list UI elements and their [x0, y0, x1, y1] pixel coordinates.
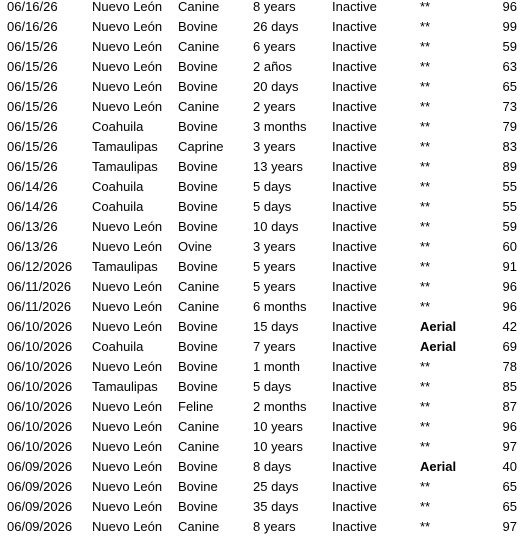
cell-status: Inactive: [332, 239, 377, 254]
table-row: [0, 17, 520, 37]
cell-species: Canine: [178, 99, 220, 114]
cell-species: Bovine: [178, 219, 218, 234]
table-row: [0, 437, 520, 457]
cell-score: 42: [502, 319, 517, 334]
cell-method: **: [420, 279, 431, 294]
cell-method: **: [420, 79, 431, 94]
cell-status: Inactive: [332, 479, 377, 494]
cell-age: 8 years: [253, 519, 296, 534]
cell-date: 06/11/2026: [7, 299, 72, 314]
cell-state: Nuevo León: [92, 519, 163, 534]
cell-state: Nuevo León: [92, 99, 163, 114]
cell-date: 06/10/2026: [7, 379, 73, 394]
cell-species: Feline: [178, 399, 214, 414]
cell-score: 96: [502, 299, 517, 314]
cell-date: 06/10/2026: [7, 439, 73, 454]
cell-state: Tamaulipas: [92, 159, 158, 174]
cell-status: Inactive: [332, 499, 377, 514]
cell-species: Bovine: [178, 319, 218, 334]
cell-score: 85: [502, 379, 517, 394]
cell-score: 69: [502, 339, 517, 354]
cell-status: Inactive: [332, 439, 377, 454]
table-row: [0, 217, 520, 237]
cell-age: 3 months: [253, 119, 307, 134]
cell-status: Inactive: [332, 219, 377, 234]
table-row: [0, 97, 520, 117]
cell-state: Coahuila: [92, 179, 144, 194]
cell-state: Nuevo León: [92, 299, 163, 314]
cell-score: 55: [502, 179, 517, 194]
cell-species: Canine: [178, 519, 220, 534]
cell-species: Bovine: [178, 119, 218, 134]
cell-species: Canine: [178, 0, 220, 14]
cell-status: Inactive: [332, 299, 377, 314]
cell-state: Nuevo León: [92, 499, 163, 514]
cell-age: 5 days: [253, 179, 292, 194]
cell-method: Aerial: [420, 459, 457, 474]
table-row: [0, 137, 520, 157]
cell-age: 2 años: [253, 59, 293, 74]
cell-age: 6 months: [253, 299, 307, 314]
cell-status: Inactive: [332, 279, 377, 294]
cell-method: **: [420, 99, 431, 114]
cell-score: 89: [502, 159, 517, 174]
cell-method: **: [420, 0, 431, 14]
cell-date: 06/15/26: [7, 159, 58, 174]
cell-state: Coahuila: [92, 119, 144, 134]
table-row: [0, 77, 520, 97]
cell-method: **: [420, 199, 431, 214]
cell-date: 06/15/26: [7, 79, 58, 94]
cell-species: Caprine: [178, 139, 224, 154]
cell-date: 06/15/26: [7, 119, 58, 134]
table-row: [0, 257, 520, 277]
cell-age: 10 years: [253, 439, 303, 454]
cell-species: Bovine: [178, 199, 218, 214]
cell-score: 96: [502, 279, 517, 294]
cell-state: Nuevo León: [92, 19, 163, 34]
cell-score: 65: [502, 499, 517, 514]
cell-score: 40: [502, 459, 517, 474]
cell-age: 5 years: [253, 259, 296, 274]
cell-score: 65: [502, 479, 517, 494]
table-row: [0, 57, 520, 77]
cell-age: 5 years: [253, 279, 296, 294]
cell-score: 97: [502, 519, 517, 534]
cell-state: Nuevo León: [92, 459, 163, 474]
cell-status: Inactive: [332, 519, 377, 534]
cell-species: Bovine: [178, 379, 218, 394]
table-row: [0, 117, 520, 137]
cell-state: Nuevo León: [92, 399, 163, 414]
cell-date: 06/12/2026: [7, 259, 73, 274]
cell-species: Ovine: [178, 239, 212, 254]
cell-age: 10 years: [253, 419, 303, 434]
table-row: [0, 497, 520, 517]
cell-score: 99: [502, 19, 517, 34]
cell-method: **: [420, 179, 431, 194]
cell-status: Inactive: [332, 359, 377, 374]
cell-species: Bovine: [178, 479, 218, 494]
cell-status: Inactive: [332, 79, 377, 94]
cell-method: Aerial: [420, 339, 457, 354]
table-row: [0, 357, 520, 377]
cell-score: 97: [502, 439, 517, 454]
cell-state: Nuevo León: [92, 0, 163, 14]
cell-age: 35 days: [253, 499, 299, 514]
cell-score: 65: [502, 79, 517, 94]
cell-state: Nuevo León: [92, 359, 163, 374]
cell-species: Bovine: [178, 59, 218, 74]
cell-age: 6 years: [253, 39, 296, 54]
table-row: [0, 0, 520, 17]
table-row: [0, 337, 520, 357]
table-row: [0, 157, 520, 177]
cell-score: 60: [502, 239, 517, 254]
cell-state: Nuevo León: [92, 419, 163, 434]
cell-method: **: [420, 379, 431, 394]
cell-state: Nuevo León: [92, 219, 163, 234]
cell-state: Nuevo León: [92, 439, 163, 454]
cell-date: 06/15/26: [7, 39, 58, 54]
cell-method: **: [420, 259, 431, 274]
cell-status: Inactive: [332, 259, 377, 274]
cell-age: 5 days: [253, 199, 292, 214]
cell-state: Nuevo León: [92, 79, 163, 94]
cell-date: 06/15/26: [7, 59, 58, 74]
cell-score: 91: [502, 259, 517, 274]
cell-state: Tamaulipas: [92, 139, 158, 154]
cell-status: Inactive: [332, 99, 377, 114]
cell-score: 73: [502, 99, 517, 114]
cell-date: 06/13/26: [7, 219, 58, 234]
cell-date: 06/15/26: [7, 139, 58, 154]
cell-species: Canine: [178, 299, 220, 314]
cell-species: Bovine: [178, 79, 218, 94]
cell-method: **: [420, 479, 431, 494]
cell-age: 26 days: [253, 19, 299, 34]
cell-state: Tamaulipas: [92, 259, 158, 274]
cell-score: 83: [502, 139, 517, 154]
cell-date: 06/10/2026: [7, 339, 73, 354]
table-row: [0, 197, 520, 217]
cell-species: Bovine: [178, 459, 218, 474]
cell-date: 06/10/2026: [7, 399, 73, 414]
cell-state: Nuevo León: [92, 319, 163, 334]
cell-age: 10 days: [253, 219, 299, 234]
cell-state: Nuevo León: [92, 479, 163, 494]
table-row: [0, 397, 520, 417]
table-row: [0, 177, 520, 197]
cell-score: 78: [502, 359, 517, 374]
cell-species: Bovine: [178, 339, 218, 354]
cell-score: 79: [502, 119, 517, 134]
cell-age: 8 days: [253, 459, 292, 474]
cell-method: **: [420, 419, 431, 434]
cell-method: **: [420, 219, 431, 234]
cell-status: Inactive: [332, 39, 377, 54]
cell-date: 06/14/26: [7, 199, 58, 214]
cell-species: Bovine: [178, 499, 218, 514]
table-row: [0, 37, 520, 57]
table-row: [0, 297, 520, 317]
cell-date: 06/10/2026: [7, 419, 73, 434]
cell-age: 3 years: [253, 239, 296, 254]
cell-method: **: [420, 19, 431, 34]
cell-method: **: [420, 159, 431, 174]
cell-state: Coahuila: [92, 199, 144, 214]
cell-date: 06/15/26: [7, 99, 58, 114]
table-row: [0, 517, 520, 537]
cell-date: 06/10/2026: [7, 359, 73, 374]
cell-age: 7 years: [253, 339, 296, 354]
cell-method: **: [420, 359, 431, 374]
cell-age: 15 days: [253, 319, 299, 334]
cell-state: Coahuila: [92, 339, 144, 354]
cell-date: 06/09/2026: [7, 479, 73, 494]
cell-method: **: [420, 139, 431, 154]
cell-status: Inactive: [332, 159, 377, 174]
cell-status: Inactive: [332, 0, 377, 14]
cell-state: Nuevo León: [92, 59, 163, 74]
cell-method: **: [420, 299, 431, 314]
cell-status: Inactive: [332, 179, 377, 194]
table-row: [0, 317, 520, 337]
table-row: [0, 377, 520, 397]
cell-status: Inactive: [332, 319, 377, 334]
cell-age: 2 years: [253, 99, 296, 114]
cell-score: 96: [502, 419, 517, 434]
cell-method: **: [420, 59, 431, 74]
cell-score: 55: [502, 199, 517, 214]
cell-state: Nuevo León: [92, 279, 163, 294]
cell-status: Inactive: [332, 59, 377, 74]
cell-age: 20 days: [253, 79, 299, 94]
cell-date: 06/09/2026: [7, 459, 73, 474]
cell-state: Tamaulipas: [92, 379, 158, 394]
cell-date: 06/09/2026: [7, 519, 73, 534]
cell-species: Bovine: [178, 159, 218, 174]
cell-method: **: [420, 39, 431, 54]
cell-age: 1 month: [253, 359, 300, 374]
cell-score: 87: [502, 399, 517, 414]
cell-age: 5 days: [253, 379, 292, 394]
table-row: [0, 237, 520, 257]
cell-date: 06/09/2026: [7, 499, 73, 514]
cell-age: 25 days: [253, 479, 299, 494]
cell-species: Bovine: [178, 179, 218, 194]
cell-species: Canine: [178, 439, 220, 454]
cell-species: Canine: [178, 39, 220, 54]
cell-state: Nuevo León: [92, 39, 163, 54]
cell-date: 06/16/26: [7, 19, 58, 34]
cell-status: Inactive: [332, 399, 377, 414]
cell-score: 96: [502, 0, 517, 14]
cell-status: Inactive: [332, 19, 377, 34]
cell-method: **: [420, 499, 431, 514]
cell-score: 63: [502, 59, 517, 74]
table-row: [0, 477, 520, 497]
cell-method: **: [420, 439, 431, 454]
cell-status: Inactive: [332, 119, 377, 134]
cell-status: Inactive: [332, 379, 377, 394]
cell-species: Bovine: [178, 359, 218, 374]
cell-date: 06/10/2026: [7, 319, 73, 334]
cell-date: 06/11/2026: [7, 279, 72, 294]
cell-state: Nuevo León: [92, 239, 163, 254]
cell-method: **: [420, 119, 431, 134]
cell-age: 13 years: [253, 159, 303, 174]
cell-status: Inactive: [332, 419, 377, 434]
cell-species: Bovine: [178, 19, 218, 34]
cell-age: 3 years: [253, 139, 296, 154]
table-row: [0, 277, 520, 297]
cell-status: Inactive: [332, 139, 377, 154]
cell-method: **: [420, 239, 431, 254]
cell-method: Aerial: [420, 319, 457, 334]
cell-species: Canine: [178, 419, 220, 434]
cell-age: 2 months: [253, 399, 307, 414]
table-row: [0, 457, 520, 477]
cell-species: Bovine: [178, 259, 218, 274]
cell-date: 06/13/26: [7, 239, 58, 254]
cell-age: 8 years: [253, 0, 296, 14]
cell-score: 59: [502, 219, 517, 234]
cell-species: Canine: [178, 279, 220, 294]
cell-method: **: [420, 399, 431, 414]
cell-status: Inactive: [332, 199, 377, 214]
cell-status: Inactive: [332, 339, 377, 354]
cell-status: Inactive: [332, 459, 377, 474]
cell-score: 59: [502, 39, 517, 54]
cell-date: 06/14/26: [7, 179, 58, 194]
table-row: [0, 417, 520, 437]
cell-method: **: [420, 519, 431, 534]
cell-date: 06/16/26: [7, 0, 58, 14]
